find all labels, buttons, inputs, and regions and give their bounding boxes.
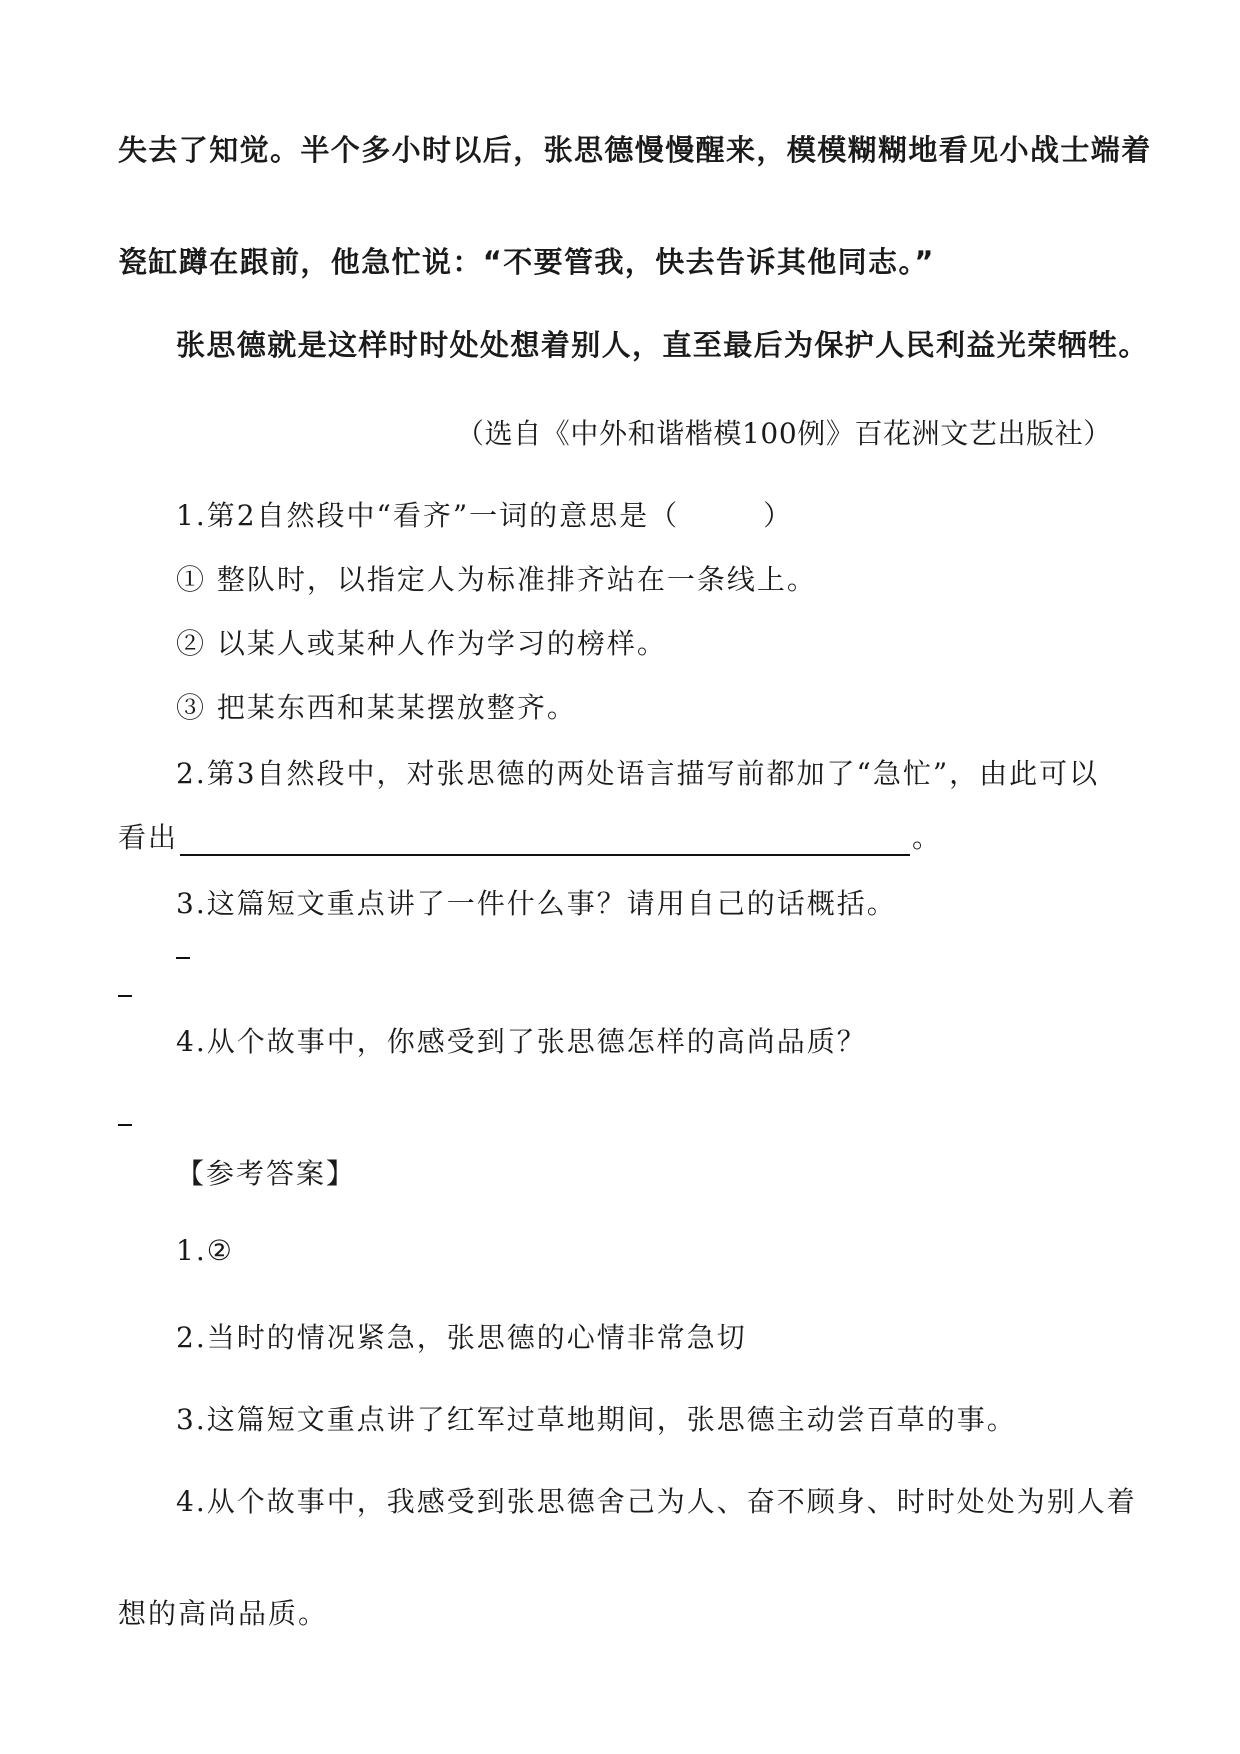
answer-4-line-1: 4.从个故事中，我感受到张思德舍己为人、奋不顾身、时时处处为别人着 xyxy=(176,1485,1137,1518)
answer-4-line-2: 想的高尚品质。 xyxy=(118,1597,329,1630)
question-2-suffix: 。 xyxy=(912,821,943,854)
question-2-line-1: 2.第3自然段中，对张思德的两处语言描写前都加了“急忙”，由此可以 xyxy=(176,757,1100,790)
answer-fill-blank[interactable] xyxy=(180,824,910,856)
question-1-close-paren: ） xyxy=(763,499,794,532)
passage-line-2: 瓷缸蹲在跟前，他急忙说：“不要管我，快去告诉其他同志。” xyxy=(118,245,935,279)
question-1-option-1: ① 整队时，以指定人为标准排齐站在一条线上。 xyxy=(176,563,817,596)
answer-line-fragment xyxy=(176,957,190,959)
passage-source: （选自《中外和谐楷模100例》百花洲文艺出版社） xyxy=(456,417,1112,450)
passage-line-3: 张思德就是这样时时处处想着别人，直至最后为保护人民利益光荣牺牲。 xyxy=(176,328,1149,362)
answer-line-fragment xyxy=(118,995,132,997)
question-1-option-3: ③ 把某东西和某某摆放整齐。 xyxy=(176,691,577,724)
answers-heading: 【参考答案】 xyxy=(176,1157,357,1190)
question-2-prefix: 看出 xyxy=(118,821,179,854)
question-1-option-2: ② 以某人或某种人作为学习的榜样。 xyxy=(176,627,667,660)
question-4: 4.从个故事中，你感受到了张思德怎样的高尚品质？ xyxy=(176,1025,867,1058)
question-1-text: 1.第2自然段中“看齐”一词的意思是（ xyxy=(176,499,680,532)
answer-2: 2.当时的情况紧急，张思德的心情非常急切 xyxy=(176,1321,747,1354)
answer-line-fragment xyxy=(118,1124,132,1126)
question-1 xyxy=(176,494,793,534)
answer-1: 1.② xyxy=(176,1234,234,1267)
passage-line-1: 失去了知觉。半个多小时以后，张思德慢慢醒来，模模糊糊地看见小战士端着 xyxy=(118,133,1152,167)
question-3: 3.这篇短文重点讲了一件什么事？请用自己的话概括。 xyxy=(176,887,897,920)
answer-3: 3.这篇短文重点讲了红军过草地期间，张思德主动尝百草的事。 xyxy=(176,1403,1017,1436)
question-2-line-2 xyxy=(118,816,942,856)
